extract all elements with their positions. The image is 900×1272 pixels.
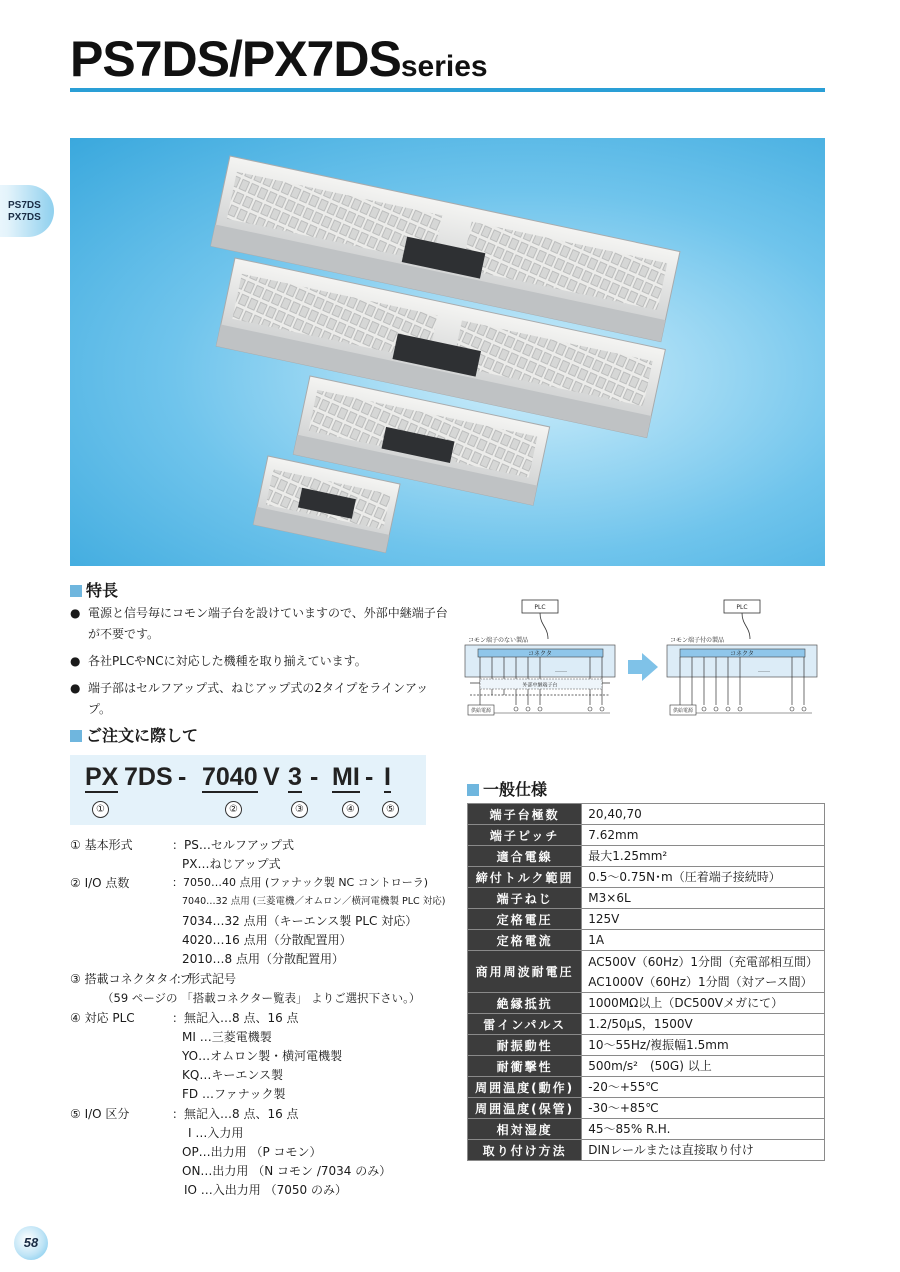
ordering-heading: ご注文に際して bbox=[70, 723, 198, 746]
option-value: ：PS…セルフアップ式 bbox=[172, 838, 295, 852]
diagram-relay-caption: 外部中継端子台 bbox=[522, 682, 558, 689]
code-number-2: ② bbox=[225, 801, 242, 818]
spec-row bbox=[468, 993, 825, 1014]
spec-value bbox=[582, 1014, 825, 1035]
spec-key: 雷インパルス bbox=[468, 1014, 582, 1035]
option-value: IO …入出力用 （7050 のみ） bbox=[184, 1183, 347, 1197]
diagram-with-common bbox=[667, 600, 817, 715]
terminal-blocks-illustration bbox=[70, 138, 825, 566]
code-number-4: ④ bbox=[342, 801, 359, 818]
side-index-tab bbox=[0, 185, 54, 237]
spec-key: 絶縁抵抗 bbox=[468, 993, 582, 1014]
spec-row bbox=[468, 951, 825, 993]
spec-row bbox=[468, 1014, 825, 1035]
spec-key: 端子ピッチ bbox=[468, 825, 582, 846]
option-value: ON…出力用 （N コモン /7034 のみ） bbox=[182, 1164, 392, 1178]
diagram-connector-right: コネクタ bbox=[730, 650, 754, 658]
code-number-5: ⑤ bbox=[382, 801, 399, 818]
option-value: ：形式記号 bbox=[176, 972, 237, 986]
option-value: PX…ねじアップ式 bbox=[182, 857, 281, 871]
code-io-class: I bbox=[384, 763, 391, 791]
option-value: I …入力用 bbox=[188, 1126, 244, 1140]
spec-key: 端子ねじ bbox=[468, 888, 582, 909]
option-value: （59 ページの 「搭載コネクター覧表」 よりご選択下さい。） bbox=[102, 991, 421, 1005]
product-photo bbox=[70, 138, 825, 566]
model-code-box bbox=[70, 755, 426, 825]
diagram-plc-label: PLC bbox=[534, 604, 546, 611]
spec-value-line: 1A bbox=[588, 933, 605, 947]
spec-row bbox=[468, 909, 825, 930]
diagram-connector-left: コネクタ bbox=[528, 650, 552, 658]
spec-key: 定格電流 bbox=[468, 930, 582, 951]
code-connector-type: 3 bbox=[288, 763, 302, 791]
spec-key: 商用周波耐電圧 bbox=[468, 951, 582, 993]
diagram-dots-left: …… bbox=[555, 667, 567, 674]
spec-value bbox=[582, 993, 825, 1014]
feature-item: ● 電源と信号毎にコモン端子台を設けていますので、外部中継端子台が不要です。 bbox=[70, 603, 450, 645]
feature-item: ● 各社PLCやNCに対応した機種を取り揃えています。 bbox=[70, 651, 450, 672]
spec-row bbox=[468, 846, 825, 867]
spec-value bbox=[582, 1077, 825, 1098]
spec-value-line: 1.2/50μS，1500V bbox=[588, 1017, 693, 1031]
spec-value bbox=[582, 888, 825, 909]
option-label: ① 基本形式 bbox=[70, 838, 133, 852]
diagram-without-common bbox=[465, 600, 615, 715]
spec-value-line: 7.62mm bbox=[588, 828, 639, 842]
spec-value bbox=[582, 825, 825, 846]
code-io-points: 7040 bbox=[202, 763, 258, 791]
title-rule bbox=[70, 88, 825, 92]
specs-heading: 一般仕様 bbox=[467, 777, 547, 800]
spec-value bbox=[582, 1056, 825, 1077]
spec-value-line: 45〜85% R.H. bbox=[588, 1122, 671, 1136]
title-main: PS7DS/PX7DS bbox=[70, 31, 401, 87]
diagram-plc-label: PLC bbox=[736, 604, 748, 611]
spec-key: 締付トルク範囲 bbox=[468, 867, 582, 888]
spec-value-line: AC500V（60Hz）1分間（充電部相互間） bbox=[588, 954, 818, 969]
spec-row bbox=[468, 1035, 825, 1056]
spec-row bbox=[468, 825, 825, 846]
spec-key: 定格電圧 bbox=[468, 909, 582, 930]
spec-row bbox=[468, 1140, 825, 1161]
heading-square-icon bbox=[467, 784, 479, 796]
spec-row bbox=[468, 888, 825, 909]
spec-value-line: 125V bbox=[588, 912, 620, 926]
features-list bbox=[70, 603, 450, 726]
option-value: 2010…8 点用（分散配置用） bbox=[182, 952, 344, 966]
spec-row bbox=[468, 867, 825, 888]
spec-row bbox=[468, 1056, 825, 1077]
spec-value bbox=[582, 867, 825, 888]
spec-key: 周囲温度(動作) bbox=[468, 1077, 582, 1098]
option-label: ④ 対応 PLC bbox=[70, 1011, 135, 1025]
spec-value bbox=[582, 909, 825, 930]
option-value: OP…出力用 （P コモン） bbox=[182, 1145, 322, 1159]
diagram-power-left: 供給電源 bbox=[470, 708, 492, 714]
option-value: 4020…16 点用（分散配置用） bbox=[182, 933, 352, 947]
diagram-dots-right: …… bbox=[758, 667, 770, 674]
arrow-right-icon bbox=[628, 653, 658, 681]
spec-value-line: M3×6L bbox=[588, 891, 631, 905]
features-heading: 特長 bbox=[70, 578, 118, 601]
spec-key: 耐振動性 bbox=[468, 1035, 582, 1056]
side-tab-line1: PS7DS bbox=[8, 200, 41, 211]
code-plc: MI bbox=[332, 763, 360, 791]
spec-value-line: DINレールまたは直接取り付け bbox=[588, 1143, 754, 1157]
spec-row bbox=[468, 1098, 825, 1119]
option-value: MI …三菱電機製 bbox=[182, 1030, 272, 1044]
diagram-caption-left: コモン端子のない製品 bbox=[468, 637, 529, 644]
code-dash: - bbox=[178, 763, 187, 791]
code-v: V bbox=[263, 763, 280, 791]
code-dash: - bbox=[310, 763, 319, 791]
option-label: ③ 搭載コネクタタイプ bbox=[70, 972, 192, 986]
spec-value bbox=[582, 930, 825, 951]
spec-value-line: AC1000V（60Hz）1分間（対アース間） bbox=[588, 974, 813, 989]
spec-value bbox=[582, 804, 825, 825]
option-value: ：7050…40 点用 (ファナック製 NC コントローラ) bbox=[172, 876, 429, 889]
spec-value bbox=[582, 1119, 825, 1140]
spec-value bbox=[582, 1035, 825, 1056]
wiring-diagram bbox=[460, 595, 820, 745]
spec-key: 周囲温度(保管) bbox=[468, 1098, 582, 1119]
spec-value bbox=[582, 846, 825, 867]
heading-square-icon bbox=[70, 730, 82, 742]
diagram-power-right: 供給電源 bbox=[672, 708, 694, 714]
spec-table bbox=[467, 803, 825, 1161]
spec-value bbox=[582, 1098, 825, 1119]
page-title bbox=[70, 30, 488, 88]
spec-value bbox=[582, 1140, 825, 1161]
option-value: KQ…キーエンス製 bbox=[182, 1068, 283, 1082]
code-number-3: ③ bbox=[291, 801, 308, 818]
spec-value-line: -20〜+55℃ bbox=[588, 1080, 659, 1094]
code-number-1: ① bbox=[92, 801, 109, 818]
code-basic-type: PX bbox=[85, 763, 119, 791]
spec-row bbox=[468, 930, 825, 951]
spec-key: 耐衝撃性 bbox=[468, 1056, 582, 1077]
title-suffix: series bbox=[400, 50, 488, 83]
option-value: ：無記入…8 点、16 点 bbox=[172, 1107, 299, 1121]
code-dash: - bbox=[365, 763, 374, 791]
option-label: ② I/O 点数 bbox=[70, 876, 130, 890]
spec-value-line: 1000MΩ以上（DC500Vメガにて） bbox=[588, 996, 784, 1010]
feature-item: ● 端子部はセルフアップ式、ねじアップ式の2タイプをラインアップ。 bbox=[70, 678, 450, 720]
spec-value bbox=[582, 951, 825, 993]
option-value: ：無記入…8 点、16 点 bbox=[172, 1011, 299, 1025]
spec-value-line: 0.5〜0.75N･m（圧着端子接続時） bbox=[588, 870, 781, 884]
spec-value-line: 10〜55Hz/複振幅1.5mm bbox=[588, 1038, 729, 1052]
option-value: 7034…32 点用（キーエンス製 PLC 対応） bbox=[182, 914, 418, 928]
spec-key: 取り付け方法 bbox=[468, 1140, 582, 1161]
diagram-caption-right: コモン端子付の製品 bbox=[670, 637, 725, 644]
option-value: FD …ファナック製 bbox=[182, 1087, 286, 1101]
spec-row bbox=[468, 1077, 825, 1098]
code-series: 7DS bbox=[124, 763, 173, 791]
option-label: ⑤ I/O 区分 bbox=[70, 1107, 130, 1121]
spec-value-line: 20,40,70 bbox=[588, 807, 642, 821]
spec-value-line: 最大1.25mm² bbox=[588, 849, 668, 863]
spec-key: 相対湿度 bbox=[468, 1119, 582, 1140]
side-tab-line2: PX7DS bbox=[8, 212, 41, 223]
spec-key: 端子台極数 bbox=[468, 804, 582, 825]
spec-row bbox=[468, 804, 825, 825]
spec-row bbox=[468, 1119, 825, 1140]
spec-value-line: 500m/s² (50G) 以上 bbox=[588, 1059, 712, 1073]
spec-value-line: -30〜+85℃ bbox=[588, 1101, 659, 1115]
heading-square-icon bbox=[70, 585, 82, 597]
option-value: YO…オムロン製・横河電機製 bbox=[182, 1049, 343, 1063]
option-value: 7040…32 点用 (三菱電機／オムロン／横河電機製 PLC 対応) bbox=[182, 896, 446, 907]
spec-key: 適合電線 bbox=[468, 846, 582, 867]
page-number: 58 bbox=[14, 1226, 48, 1260]
